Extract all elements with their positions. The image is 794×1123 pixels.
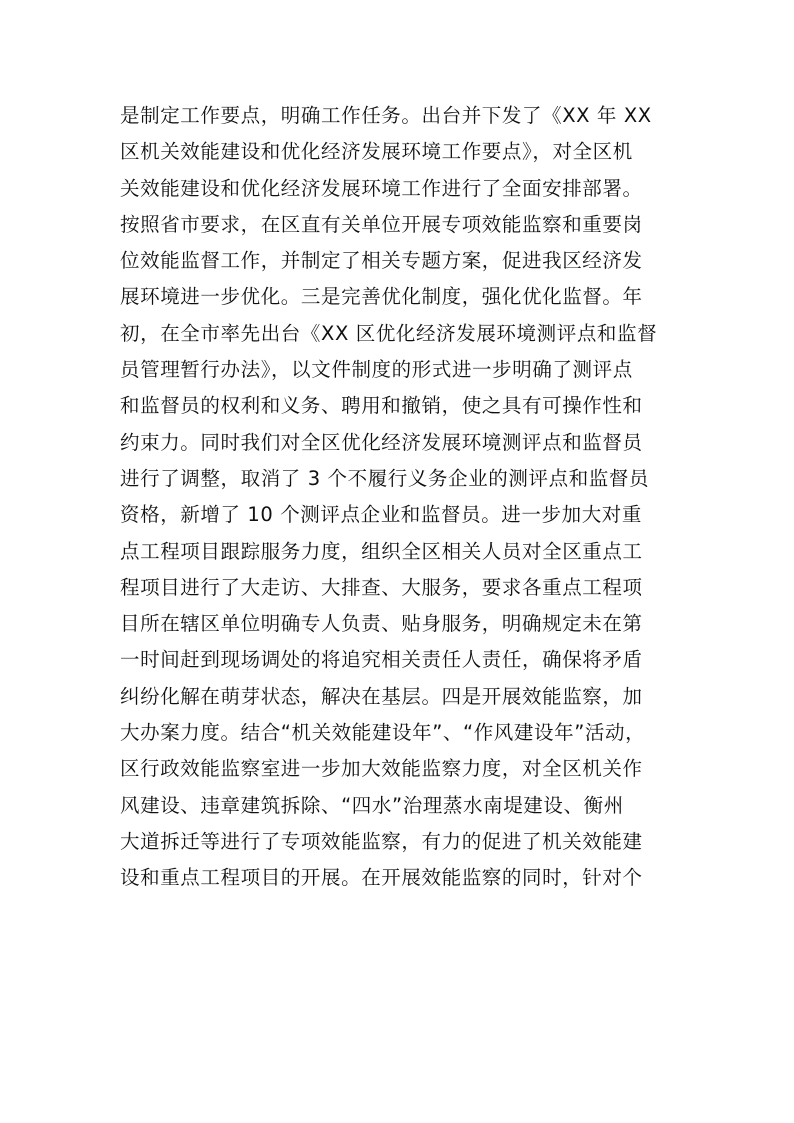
text-line: 一时间赶到现场调处的将追究相关责任人责任，确保将矛盾 [120,648,643,672]
text-line: 位效能监督工作，并制定了相关专题方案，促进我区经济发 [120,249,643,273]
text-line: 进行了调整，取消了 3 个不履行义务企业的测评点和监督员 [120,466,650,490]
text-line: 关效能建设和优化经济发展环境工作进行了全面安排部署。 [120,176,643,200]
text-line: 设和重点工程项目的开展。在开展效能监察的同时，针对个 [120,866,643,890]
text-line: 约束力。同时我们对全区优化经济发展环境测评点和监督员 [120,430,643,454]
text-line: 程项目进行了大走访、大排查、大服务，要求各重点工程项 [120,575,643,599]
text-line: 大道拆迁等进行了专项效能监察，有力的促进了机关效能建 [120,829,643,853]
text-line: 纠纷化解在萌芽状态，解决在基层。四是开展效能监察，加 [120,684,643,708]
text-line: 和监督员的权利和义务、聘用和撤销，使之具有可操作性和 [120,394,643,418]
body-text [120,98,680,897]
text-line: 大办案力度。结合“机关效能建设年”、“作风建设年”活动， [120,721,646,745]
text-line: 目所在辖区单位明确专人负责、贴身服务，明确规定未在第 [120,612,643,636]
text-line: 展环境进一步优化。三是完善优化制度，强化优化监督。年 [120,285,643,309]
text-line: 资格，新增了 10 个测评点企业和监督员。进一步加大对重 [120,503,643,527]
text-line: 区行政效能监察室进一步加大效能监察力度，对全区机关作 [120,757,643,781]
text-line: 初，在全市率先出台《XX 区优化经济发展环境测评点和监督 [120,321,658,345]
text-line: 按照省市要求，在区直有关单位开展专项效能监察和重要岗 [120,212,643,236]
text-line: 区机关效能建设和优化经济发展环境工作要点》，对全区机 [120,140,633,164]
text-line: 员管理暂行办法》，以文件制度的形式进一步明确了测评点 [120,358,633,382]
text-line: 风建设、违章建筑拆除、“四水”治理蒸水南堤建设、衡州 [120,793,624,817]
text-line: 点工程项目跟踪服务力度，组织全区相关人员对全区重点工 [120,539,643,563]
text-line: 是制定工作要点，明确工作任务。出台并下发了《XX 年 XX [120,104,652,127]
